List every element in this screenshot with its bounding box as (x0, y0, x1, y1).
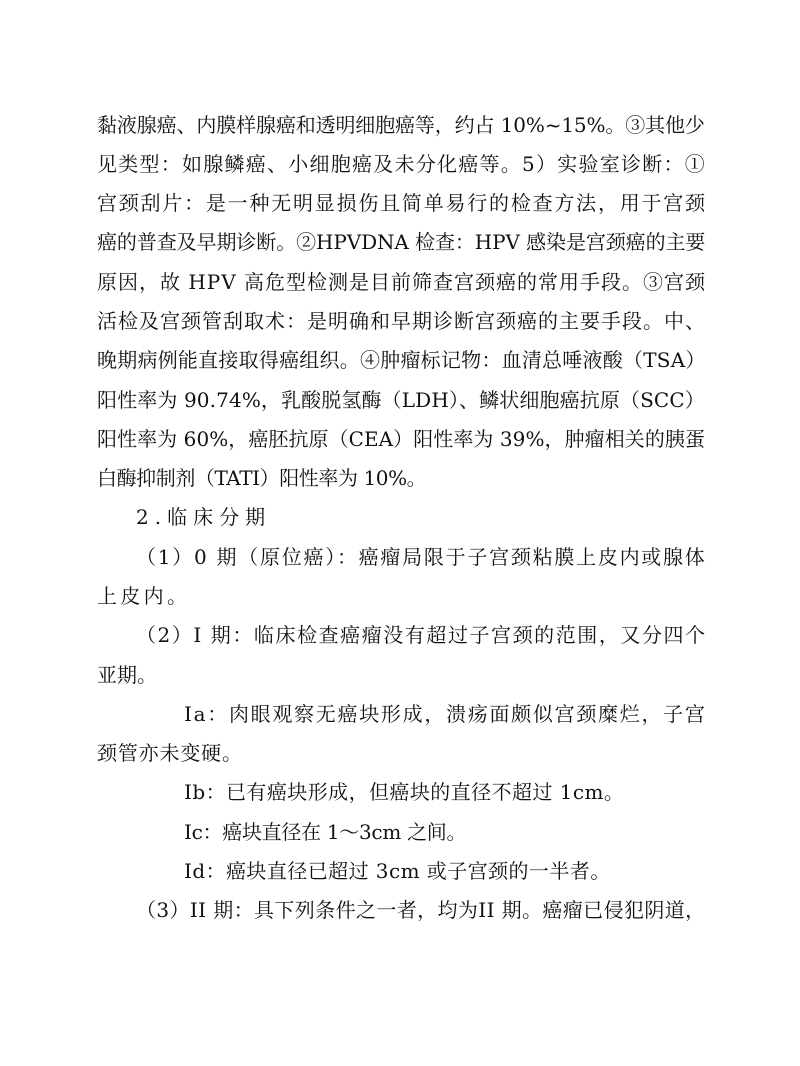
text-line: 阳性率为 90.74%，乳酸脱氢酶（LDH）、鳞状细胞癌抗原（SCC） (97, 388, 705, 412)
text-line: 宫颈刮片：是一种无明显损伤且简单易行的检查方法，用于宫颈 (97, 191, 707, 215)
text-line: 晚期病例能直接取得癌组织。④肿瘤标记物：血清总唾液酸（TSA） (97, 348, 706, 372)
text-line: 阳性率为 60%，癌胚抗原（CEA）阳性率为 39%，肿瘤相关的胰蛋 (97, 427, 706, 451)
text-line: （1）0 期（原位癌）：癌瘤局限于子宫颈粘膜上皮内或腺体 (136, 545, 707, 569)
text-line: 亚期。 (97, 663, 157, 687)
text-line: 见类型：如腺鳞癌、小细胞癌及未分化癌等。5）实验室诊断：① (97, 152, 706, 176)
text-line: 白酶抑制剂（TATI）阳性率为 10%。 (97, 466, 427, 490)
section-heading: 2.临床分期 (136, 505, 272, 529)
text-line: Id：癌块直径已超过 3cm 或子宫颈的一半者。 (184, 859, 611, 883)
text-line: Ia：肉眼观察无癌块形成，溃疡面颇似宫颈糜烂，子宫 (184, 702, 707, 726)
text-line: Ib：已有癌块形成，但癌块的直径不超过 1cm。 (184, 780, 625, 804)
text-line: （3）II 期：具下列条件之一者，均为II 期。癌瘤已侵犯阴道， (136, 898, 706, 922)
text-line: （2）I 期：临床检查癌瘤没有超过子宫颈的范围，又分四个 (136, 623, 707, 647)
text-line: 颈管亦未变硬。 (97, 741, 243, 765)
text-line: 黏液腺癌、内膜样腺癌和透明细胞癌等，约占 10%~15%。③其他少 (97, 113, 705, 137)
text-line: Ic：癌块直径在 1～3cm 之间。 (184, 820, 467, 844)
text-line: 癌的普查及早期诊断。②HPVDNA 检查：HPV 感染是宫颈癌的主要 (97, 230, 706, 254)
text-line: 上皮内。 (97, 584, 191, 608)
text-line: 活检及宫颈管刮取术：是明确和早期诊断宫颈癌的主要手段。中、 (97, 309, 706, 333)
text-line: 原因，故 HPV 高危型检测是目前筛查宫颈癌的常用手段。③宫颈 (97, 270, 707, 294)
